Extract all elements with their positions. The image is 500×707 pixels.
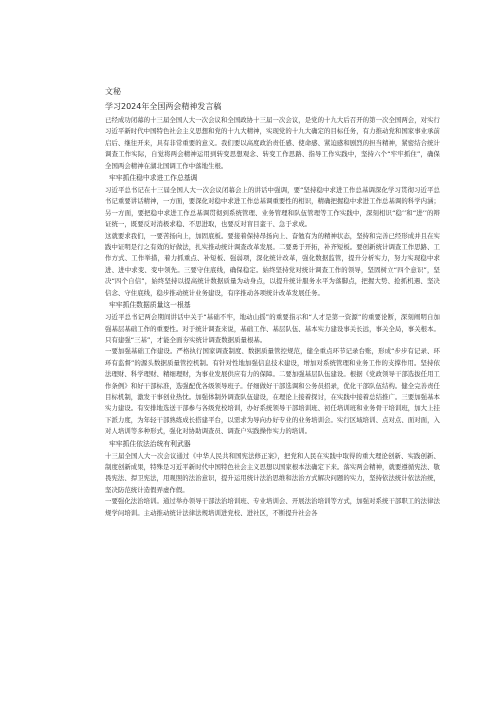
body-paragraph: 习近平总书记两会期间讲话中关于“基础不牢，地动山摇”的重要指示和“人才是第一资源”的重要论断，深刻阐明自加强基层基础工作的重要性。对于统计调查来说，基础工作、基层队伍、基本实力建设事关长远，事关全局，事关根本。只有建强“三基”，才能全面夯实统计调查数据质量根基。 bbox=[105, 313, 440, 344]
document-label: 文秘 bbox=[105, 87, 121, 96]
body-paragraph: 这就要求我们，一要苦扬向上，加固底板。要接着保持昂扬向上、奋勉有为的精神状态，坚持和完善已经形成并且在实践中证明是行之有效的好做法，扎实推动统计调查改革发展。二要勇于开拓，补齐短板。要创新统计调查工作思路、工作方式、工作举措，着力抓重点、补短板、强弱项，深化统计改革，强化数据监管，提升分析实力，努力实现稳中求进、进中求变、变中领先。三要守住底线，确保稳定。始终坚持党对统计调查工作的领导，坚固树立“四个意识”，坚决“四个自信”，始终坚持以提高统计数据质量为动身点，以提升统计服务水平为落脚点，把握大势、抢抓机遇、坚决信念、守住底线，稳步推动统计业务建设，有序推动各项统计改革发展任务。 bbox=[105, 231, 440, 297]
section-heading: 牢牢抓住依法治统有利武器 bbox=[109, 439, 191, 448]
body-paragraph: 已经成功闭幕的十三届全国人大一次会议和全国政协十三届一次会议，是党的十九大后召开的第一次全国两会，对实行习近平新时代中国特色社会主义思想和党的十九大精神，实现党的十九大确定的目标任务，有力推动党和国家事业承前启后、继往开来，具有非常重要的意义。我们要以高度政治责任感、使命感、紧迫感和剧烈的担当精神，紧密结合统计调查工作实际，自觉将两会精神运用到转变思想观念、转变工作思路、指导工作实践中，坚持六个“牢牢抓住”，确保全国两会精神在湖北国调工作中落地生根。 bbox=[105, 116, 440, 170]
section-heading: 牢牢抓住数据质量这一根基 bbox=[109, 301, 191, 310]
body-paragraph: 十三届全国人大一次会议通过《中华人民共和国宪法修正案》，把党和人民在实践中取得的重大理论创新、实践创新、制度创新成果，特殊是习近平新时代中国特色社会主义思想以国家根本法确定下来。落实两会精神，就要遵循宪法、敬畏宪法、捍卫宪法，用观照的法治意识，提升运用统计法治思维和法治方式解决问题的实力，坚持依法统计依法治统，坚决防范统计造假弄虚作假。 bbox=[105, 451, 440, 494]
document-title: 学习2024年全国两会精神发言稿 bbox=[105, 102, 222, 111]
body-paragraph: 一要强化法治培训。通过举办领导干部法治培训班、专业培训会、开展法治培训等方式，加强对系统干部职工的法律法规学问培训。主动推动统计法律法规培训进党校、进社区，不断提升社会各 bbox=[105, 497, 440, 517]
body-paragraph: 一要加强基础工作建设。严格执行国家调查制度、数据质量管控规范，健全重点环节记录台账，形成“步步有记录、环环有监督”的源头数据质量管控机制。有针对性地加强信息技术建设，增加对系统管理和业务工作的支撑作用。坚持依法理财、科学理财、精细理财，为事业发展供应有力的保障。二要加强基层队伍建设。根据《党政领导干部选拔任用工作条例》和好干部标准，选强配优各级领导班子。仔细做好干部选调和公务员招录，优化干部队伍结构。健全完善责任目标机制，激发干事创业热忱。加强体制外调查队伍建设，在理论上接着探讨，在实践中接着总结推广。三要加强基本实力建设。有安排地选送干部参与各级党校培训，办好系统领导干部培训班、初任培训班和业务骨干培训班，加大上挂下派力度，为年轻干部熟练成长搭建平台，以需求为导向办好专业的业务培训会。实行区域培训、点对点、面对面，入对人培训等多种形式，强化对协助调查员、调查户实践操作实力的培训。 bbox=[105, 347, 440, 436]
document-body bbox=[105, 115, 440, 519]
body-paragraph: 习近平总书记在十三届全国人大一次会议闭幕会上的讲话中强调，要“坚持稳中求进工作总基调深化学习贯彻习近平总书记重要讲话精神，一方面，要深化对稳中求进工作总基调重要性的相识，精确把握稳中求进工作总基调的科学内涵；另一方面，要把稳中求进工作总基调贯彻到系统管理、业务管理和队伍管理等工作实践中，深刻相识“稳’’和“进’’的辩证统一，既要反对消极求稳、不思进取，也要反对盲目蛮干、急于求成。 bbox=[105, 186, 440, 229]
section-heading: 牢牢抓住稳中求进工作总基调 bbox=[109, 174, 198, 183]
